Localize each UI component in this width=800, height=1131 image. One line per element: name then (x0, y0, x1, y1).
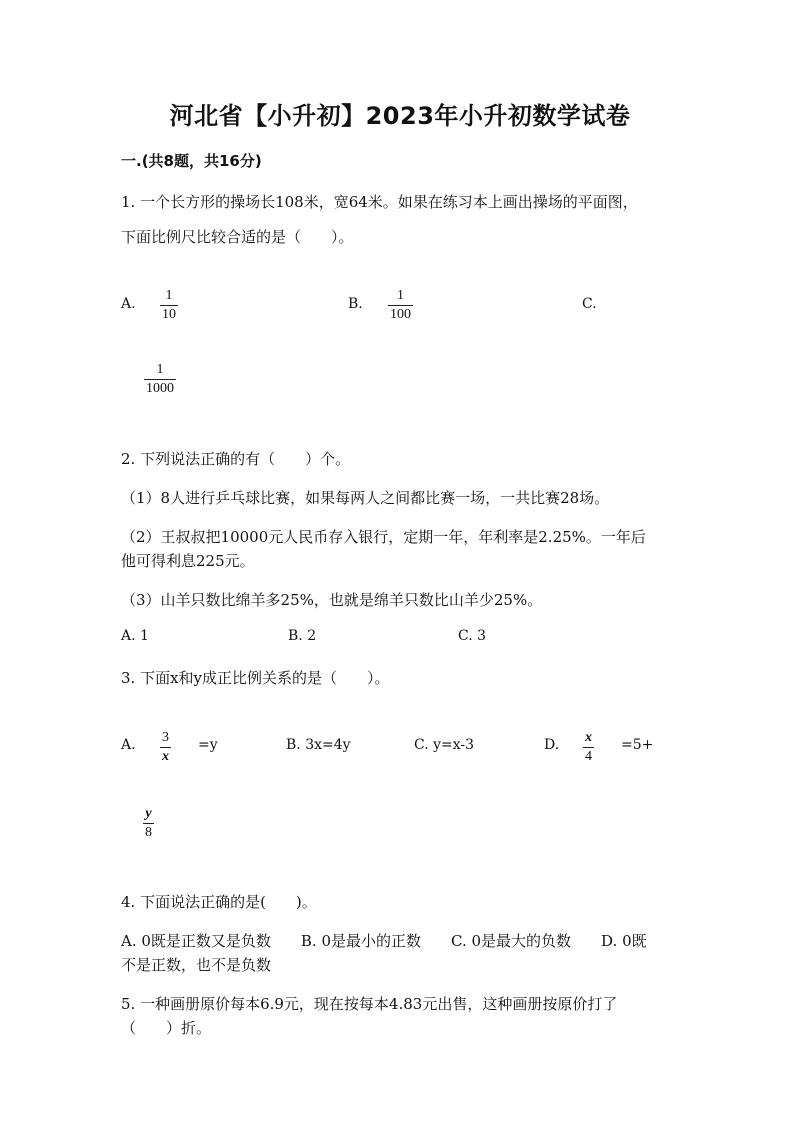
fraction-denominator: 10 (162, 307, 176, 322)
fraction-bar (143, 823, 154, 824)
fraction-denominator: 100 (390, 307, 411, 322)
question-4-options-line-1: A. 0既是正数又是负数 B. 0是最小的正数 C. 0是最大的负数 D. 0既 (121, 932, 647, 950)
fraction-bar (583, 747, 594, 748)
q1-option-b-fraction (388, 288, 413, 323)
fraction-numerator: 1 (397, 288, 404, 303)
fraction-denominator: 8 (145, 825, 152, 840)
q2-option-a: A. 1 (121, 628, 149, 644)
q1-option-a-label: A. (121, 296, 136, 312)
q3-option-c: C. y=x-3 (414, 737, 475, 753)
q3-option-d-fraction (583, 730, 594, 765)
q3-option-b: B. 3x=4y (286, 737, 351, 753)
fraction-numerator: 3 (162, 730, 169, 745)
question-2-statement-1: （1）8人进行乒乓球比赛，如果每两人之间都比赛一场，一共比赛28场。 (121, 489, 610, 507)
question-1-line-1: 1. 一个长方形的操场长108米，宽64米。如果在练习本上画出操场的平面图， (121, 193, 638, 211)
question-2-statement-3: （3）山羊只数比绵羊多25%，也就是绵羊只数比山羊少25%。 (121, 591, 543, 609)
fraction-numerator: y (145, 806, 152, 821)
question-5-line-1: 5. 一种画册原价每本6.9元，现在按每本4.83元出售，这种画册按原价打了 (121, 995, 618, 1013)
question-2-stem: 2. 下列说法正确的有（ ）个。 (121, 450, 351, 468)
fraction-bar (160, 747, 171, 748)
fraction-denominator: 4 (585, 749, 592, 764)
fraction-denominator: 1000 (146, 381, 174, 396)
question-3-stem: 3. 下面x和y成正比例关系的是（ ）。 (121, 669, 390, 687)
q3-option-d-rest: =5+ (621, 737, 654, 753)
q1-option-c-label: C. (582, 296, 597, 312)
q1-option-a-fraction (160, 288, 178, 323)
question-2-statement-2-line-1: （2）王叔叔把10000元人民币存入银行，定期一年，年利率是2.25%。一年后 (121, 528, 646, 546)
q2-option-c: C. 3 (458, 628, 487, 644)
fraction-bar (144, 379, 176, 380)
fraction-numerator: 1 (156, 362, 164, 377)
question-1-line-2: 下面比例尺比较合适的是（ ）。 (121, 228, 354, 246)
question-5-line-2: （ ）折。 (121, 1019, 212, 1037)
fraction-bar (160, 305, 178, 306)
page-title: 河北省【小升初】2023年小升初数学试卷 (169, 102, 631, 130)
question-4-options-line-2: 不是正数，也不是负数 (121, 956, 272, 974)
q2-option-b: B. 2 (288, 628, 317, 644)
q3-option-a-label: A. (121, 737, 136, 753)
q3-option-d-label: D. (544, 737, 560, 753)
fraction-bar (388, 305, 413, 306)
q3-option-d-continued-fraction (143, 806, 154, 841)
q1-option-c-fraction (144, 362, 176, 397)
section-heading: 一.(共8题，共16分) (121, 152, 262, 170)
question-4-stem: 4. 下面说法正确的是( )。 (121, 893, 317, 911)
q3-option-a-fraction (160, 730, 171, 765)
fraction-numerator: x (585, 730, 592, 745)
fraction-denominator: x (162, 749, 169, 764)
q3-option-a-rest: =y (198, 737, 218, 753)
question-2-statement-2-line-2: 他可得利息225元。 (121, 552, 255, 570)
q1-option-b-label: B. (348, 296, 363, 312)
fraction-numerator: 1 (165, 288, 173, 303)
